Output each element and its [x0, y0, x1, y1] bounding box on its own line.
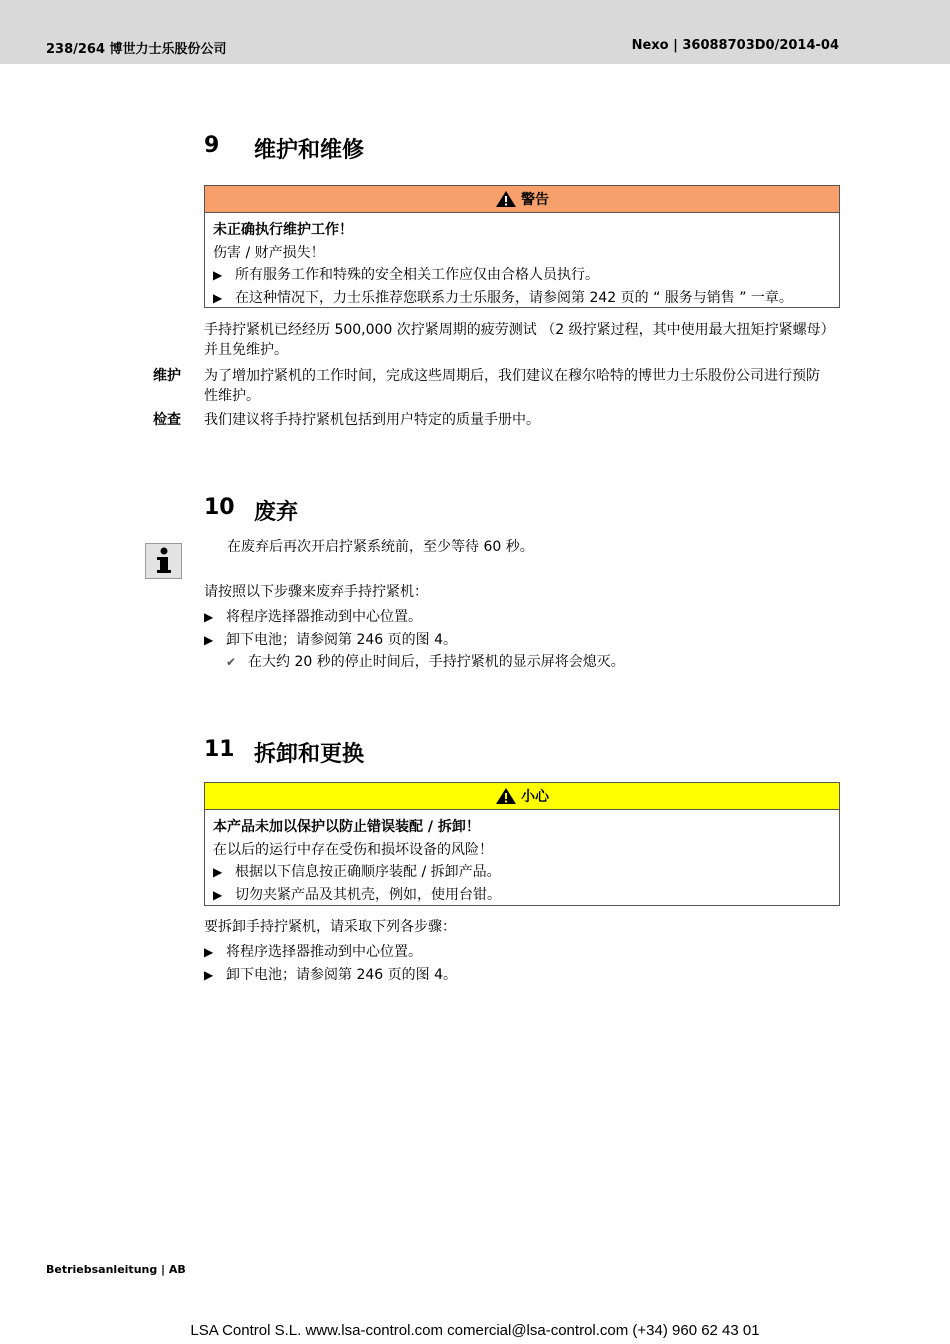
inspection-paragraph: 我们建议将手持拧紧机包括到用户特定的质量手册中。	[204, 412, 540, 428]
triangle-bullet-icon: ▶	[204, 632, 214, 647]
info-text: 在废弃后再次开启拧紧系统前，至少等待 60 秒。	[227, 539, 534, 555]
triangle-bullet-icon: ▶	[204, 967, 214, 982]
triangle-bullet-icon: ▶	[204, 945, 214, 959]
page-header	[0, 0, 950, 64]
section-11-heading	[204, 737, 364, 768]
warning-triangle-icon	[495, 190, 517, 208]
header-doc-info: Nexo | 36088703D0/2014-04	[631, 38, 839, 53]
header-page-info: 238/264 博世力士乐股份公司	[46, 42, 227, 57]
section-number: 9	[204, 133, 220, 158]
triangle-bullet-icon: ▶	[213, 268, 223, 282]
intro-paragraph: 手持拧紧机已经经历 500,000 次拧紧周期的疲劳测试 （2 级拧紧过程，其中使用最大扭矩拧紧螺母） 并且免维护。	[204, 322, 835, 358]
list-item: ▶ 卸下电池；请参阅第 246 页的图 4。	[204, 629, 625, 652]
list-item: ▶ 卸下电池；请参阅第 246 页的图 4。	[204, 964, 457, 987]
caution-notice	[204, 782, 840, 906]
list-item: ▶ 将程序选择器推动到中心位置。	[204, 606, 625, 629]
info-icon	[145, 543, 182, 579]
list-item: ▶ 在这种情况下，力士乐推荐您联系力士乐服务，请参阅第 242 页的 “ 服务与销售 ” 一章。	[213, 287, 831, 310]
triangle-bullet-icon: ▶	[213, 887, 223, 902]
caution-label: 小心	[521, 789, 549, 805]
list-item: ▶ 所有服务工作和特殊的安全相关工作应仅由合格人员执行。	[213, 264, 831, 287]
section-title: 废弃	[254, 500, 299, 525]
inspection-label: 检查	[153, 412, 181, 428]
triangle-bullet-icon: ▶	[204, 610, 214, 624]
maintenance-paragraph: 为了增加拧紧机的工作时间，完成这些周期后，我们建议在穆尔哈特的博世力士乐股份公司进行预防 性维护。	[204, 368, 820, 404]
caution-header	[205, 783, 839, 810]
maintenance-label: 维护	[153, 368, 181, 384]
section-9-heading	[204, 133, 364, 164]
footer-contact: LSA Control S.L. www.lsa-control.com comercial@lsa-control.com (+34) 960 62 43 01	[190, 1322, 760, 1339]
list-item: ▶ 将程序选择器推动到中心位置。	[204, 941, 457, 964]
list-item: ▶ 切勿夹紧产品及其机壳，例如，使用台钳。	[213, 884, 831, 907]
removal-steps	[204, 941, 457, 986]
section-title: 维护和维修	[254, 138, 365, 163]
result-item: ✔ 在大约 20 秒的停止时间后，手持拧紧机的显示屏将会熄灭。	[204, 651, 625, 674]
steps-intro: 要拆卸手持拧紧机，请采取下列各步骤：	[204, 919, 456, 935]
triangle-bullet-icon: ▶	[213, 865, 223, 879]
warning-consequence: 伤害 / 财产损失！	[213, 244, 325, 261]
list-item: ▶ 根据以下信息按正确顺序装配 / 拆卸产品。	[213, 861, 831, 884]
caution-title: 本产品未加以保护以防止错误装配 / 拆卸！	[213, 819, 480, 835]
warning-title: 未正确执行维护工作！	[213, 222, 353, 238]
check-icon: ✔	[226, 655, 237, 669]
section-number: 11	[204, 737, 235, 762]
warning-header	[205, 186, 839, 213]
triangle-bullet-icon: ▶	[213, 290, 223, 305]
section-number: 10	[204, 495, 235, 520]
warning-triangle-icon	[495, 787, 517, 805]
warning-label: 警告	[521, 192, 549, 208]
warning-notice	[204, 185, 840, 308]
disposal-steps	[204, 606, 625, 674]
caution-consequence: 在以后的运行中存在受伤和损坏设备的风险！	[213, 841, 493, 858]
steps-intro: 请按照以下步骤来废弃手持拧紧机：	[204, 584, 428, 600]
section-title: 拆卸和更换	[254, 742, 365, 767]
footer-doc-type: Betriebsanleitung | AB	[46, 1263, 186, 1276]
section-10-heading	[204, 495, 298, 526]
